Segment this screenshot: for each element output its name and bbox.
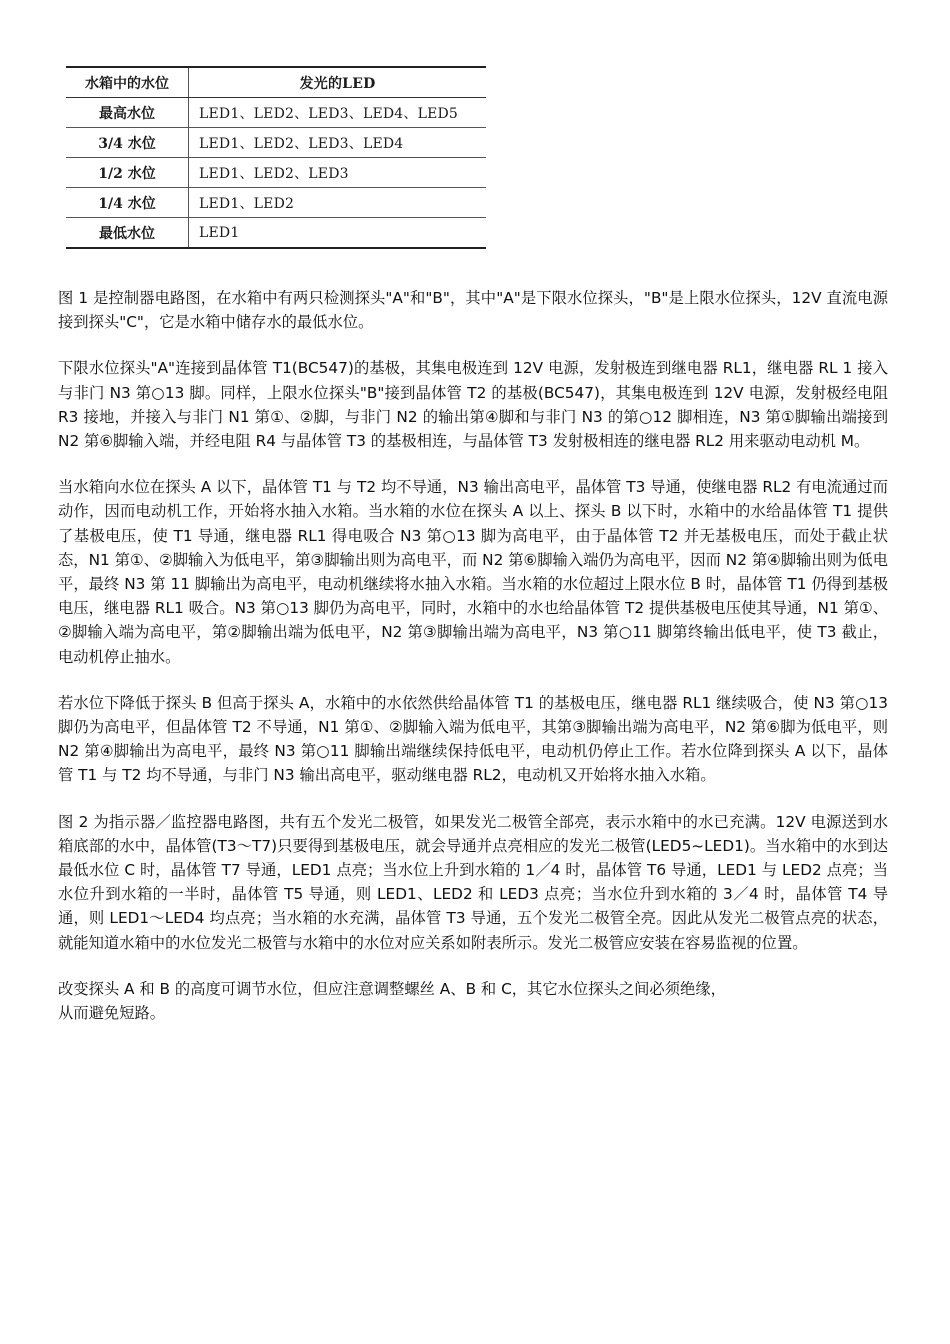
- led-cell: LED1、LED2、LED3、LED4、LED5: [189, 98, 487, 128]
- table-row: [66, 98, 486, 128]
- led-cell: LED1、LED2、LED3、LED4: [189, 128, 487, 158]
- water-level-cell: 1/4 水位: [66, 188, 189, 218]
- led-cell: LED1: [199, 224, 240, 241]
- table-row: [66, 158, 486, 188]
- paragraph-circuit-overview: 图 1 是控制器电路图，在水箱中有两只检测探头"A"和"B"，其中"A"是下限水位探头，"B"是上限水位探头，12V 直流电源接到探头"C"，它是水箱中储存水的最低水位。: [58, 289, 888, 332]
- led-cell: LED1、LED2: [189, 188, 487, 218]
- table-header-row: [66, 67, 486, 98]
- table-row: [66, 188, 486, 218]
- column-header-led: 发光的LED: [189, 67, 487, 98]
- table-row: [66, 128, 486, 158]
- paragraph-probe-wiring: 下限水位探头"A"连接到晶体管 T1(BC547)的基极，其集电极连到 12V 电源，发射极连到继电器 RL1，继电器 RL 1 接入与非门 N3 第○13 脚。同样，上限水位探头"B"接到晶体管 T2 的基极(BC547)，其集电极连到 12V 电源，发射极经电阻 R3 接地，并接入与非门 N1 第①、②脚，与非门 N2 的输出第④脚和与非门 N3 的第○12 脚相连，N3 第①脚输出端接到 N2 第⑥脚输入端，并经电阻 R4 与晶体管 T3 的基极相连，与晶体管 T3 发射极相连的继电器 RL2 用来驱动电动机 M。: [58, 359, 888, 451]
- water-level-cell: 最低水位: [66, 218, 189, 249]
- paragraph-filling-operation: 当水箱向水位在探头 A 以下，晶体管 T1 与 T2 均不导通，N3 输出高电平，晶体管 T3 导通，使继电器 RL2 有电流通过而动作，因而电动机工作，开始将水抽入水箱。当水箱的水位在探头 A 以上、探头 B 以下时，水箱中的水给晶体管 T1 提供了基极电压，使 T1 导通，继电器 RL1 得电吸合 N3 第○13 脚为高电平，由于晶体管 T2 并无基极电压，而处于截止状态，N1 第①、②脚输入为低电平，第③脚输出则为高电平，而 N2 第⑥脚输入端仍为高电平，因而 N2 第④脚输出则为低电平，最终 N3 第 11 脚输出为高电平，电动机继续将水抽入水箱。当水箱的水位超过上限水位 B 时，晶体管 T1 仍得到基极电压，继电器 RL1 吸合。N3 第○13 脚仍为高电平，同时，水箱中的水也给晶体管 T2 提供基极电压使其导通，N1 第①、②脚输入端为高电平，第②脚输出端为低电平，N2 第③脚输出端为高电平，N3 第○11 脚第终输出低电平，使 T3 截止，电动机停止抽水。: [58, 478, 888, 666]
- water-level-led-table: [66, 66, 486, 249]
- article-body: [58, 286, 888, 1047]
- column-header-water-level: 水箱中的水位: [66, 67, 189, 98]
- water-level-cell: 1/2 水位: [66, 158, 189, 188]
- paragraph-level-drop: 若水位下降低于探头 B 但高于探头 A，水箱中的水依然供给晶体管 T1 的基极电压，继电器 RL1 继续吸合，使 N3 第○13 脚仍为高电平，但晶体管 T2 不导通，N1 第①、②脚输入端为低电平，其第③脚输出端为高电平，N2 第⑥脚为低电平，则 N2 第④脚输出为高电平，最终 N3 第○11 脚输出端继续保持低电平，电动机仍停止工作。若水位降到探头 A 以下，晶体管 T1 与 T2 均不导通，与非门 N3 输出高电平，驱动继电器 RL2，电动机又开始将水抽入水箱。: [58, 693, 888, 785]
- water-level-cell: 最高水位: [66, 98, 189, 128]
- water-level-cell: 3/4 水位: [66, 128, 189, 158]
- paragraph-indicator-circuit: 图 2 为指示器／监控器电路图，共有五个发光二极管，如果发光二极管全部亮，表示水箱中的水已充满。12V 电源送到水箱底部的水中，晶体管(T3～T7)只要得到基极电压，就会导通并点亮相应的发光二极管(LED5~LED1)。当水箱中的水到达最低水位 C 时，晶体管 T7 导通，LED1 点亮；当水位上升到水箱的 1／4 时，晶体管 T6 导通，LED1 与 LED2 点亮；当水位升到水箱的一半时，晶体管 T5 导通，则 LED1、LED2 和 LED3 点亮；当水位升到水箱的 3／4 时，晶体管 T4 导通，则 LED1～LED4 均点亮；当水箱的水充满，晶体管 T3 导通，五个发光二极管全亮。因此从发光二极管点亮的状态，就能知道水箱中的水位发光二极管与水箱中的水位对应关系如附表所示。发光二极管应安装在容易监视的位置。: [58, 812, 888, 952]
- table-row: [66, 218, 486, 249]
- led-cell: LED1、LED2、LED3: [189, 158, 487, 188]
- paragraph-adjustment-note: 改变探头 A 和 B 的高度可调节水位，但应注意调整螺丝 A、B 和 C，其它水位探头之间必须绝缘，从而避免短路。: [58, 979, 726, 1023]
